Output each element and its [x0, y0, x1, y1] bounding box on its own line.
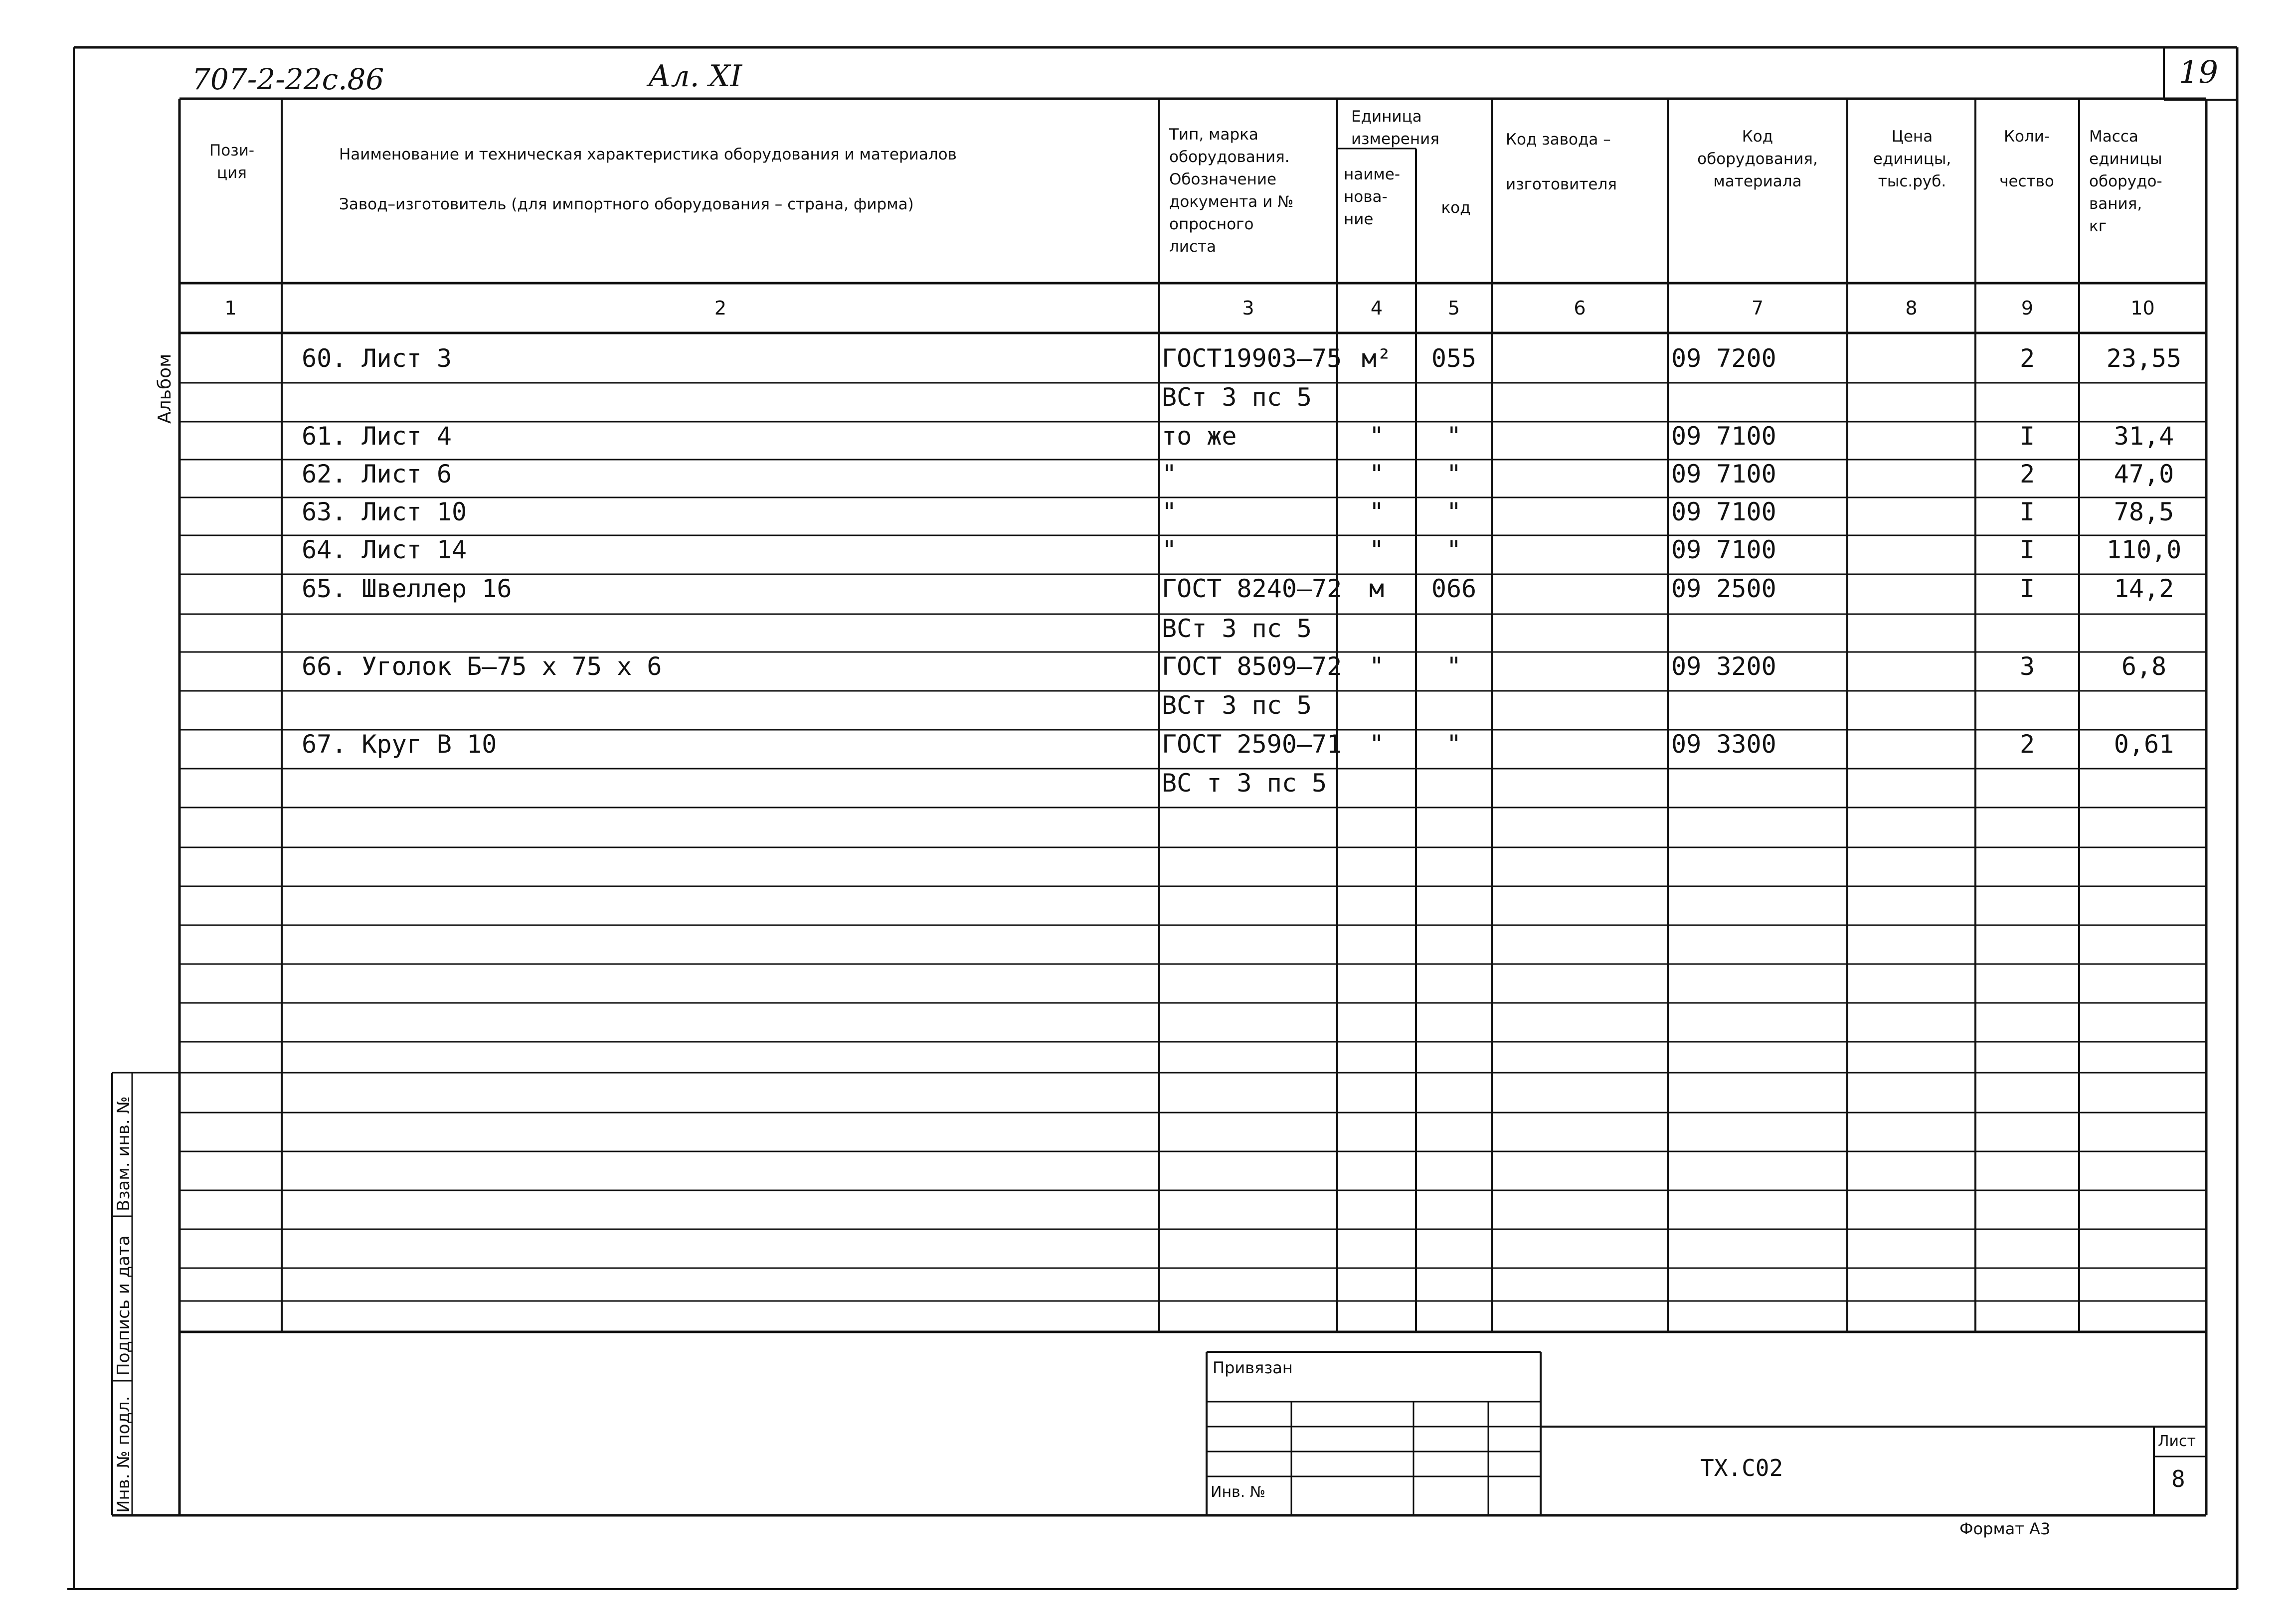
cell-type: "	[1162, 460, 1177, 488]
cell-qty: 2	[2019, 730, 2035, 759]
column-number: 6	[1574, 297, 1586, 319]
header-name-line2: Завод–изготовитель (для импортного оборудования – страна, фирма)	[339, 195, 914, 213]
cell-code: 09 7100	[1671, 497, 1776, 526]
cell-type: ВСт 3 пс 5	[1162, 614, 1312, 643]
cell-mass: 47,0	[2114, 460, 2174, 488]
cell-ucode: "	[1446, 652, 1462, 681]
cell-ucode: "	[1446, 535, 1462, 564]
cell-mass: 31,4	[2114, 422, 2174, 451]
cell-code: 09 3200	[1671, 652, 1776, 681]
header-name-line1: Наименование и техническая характеристика оборудования и материалов	[339, 146, 957, 163]
cell-qty: 2	[2019, 344, 2035, 373]
cell-name: 61. Лист 4	[302, 422, 452, 451]
stamp-sheet-number: 8	[2171, 1465, 2185, 1492]
stamp-inv-label: Инв. №	[1211, 1483, 1266, 1501]
cell-code: 09 2500	[1671, 574, 1776, 603]
cell-name: 64. Лист 14	[302, 535, 467, 564]
column-number: 2	[714, 297, 727, 319]
cell-qty: I	[2019, 497, 2035, 526]
cell-type: ВСт 3 пс 5	[1162, 691, 1312, 720]
cell-type: "	[1162, 535, 1177, 564]
header-position: Пози- ция	[209, 142, 255, 182]
cell-ucode: "	[1446, 730, 1462, 759]
album-number: Ал. XI	[648, 59, 742, 94]
cell-qty: I	[2019, 535, 2035, 564]
document-code: 707-2-22с.86	[192, 62, 384, 96]
album-side-label: Альбом	[155, 353, 175, 424]
header-unit-group: Единица измерения	[1351, 108, 1439, 148]
stamp-doc-code: ТХ.С02	[1700, 1455, 1783, 1481]
cell-qty: 2	[2019, 460, 2035, 488]
header-manufacturer-code: Код завода – изготовителя	[1506, 131, 1617, 193]
cell-code: 09 7200	[1671, 344, 1776, 373]
cell-name: 63. Лист 10	[302, 497, 467, 526]
cell-code: 09 7100	[1671, 422, 1776, 451]
margin-signature-label: Подпись и дата	[114, 1235, 134, 1376]
cell-unit: "	[1369, 460, 1385, 488]
column-number: 5	[1447, 297, 1460, 319]
header-price: Цена единицы, тыс.руб.	[1873, 128, 1951, 190]
stamp-privyazan: Привязан	[1213, 1358, 1293, 1377]
cell-name: 60. Лист 3	[302, 344, 452, 373]
page-number: 19	[2179, 54, 2218, 90]
cell-mass: 110,0	[2106, 535, 2182, 564]
cell-type: ВС т 3 пс 5	[1162, 769, 1327, 798]
column-number: 8	[1905, 297, 1918, 319]
cell-mass: 14,2	[2114, 574, 2174, 603]
column-number: 3	[1242, 297, 1254, 319]
cell-name: 67. Круг В 10	[302, 730, 497, 759]
column-number: 4	[1370, 297, 1383, 319]
header-unit-name: наиме- нова- ние	[1344, 165, 1401, 228]
header-mass: Масса единицы оборудо- вания, кг	[2089, 128, 2162, 235]
cell-mass: 0,61	[2114, 730, 2174, 759]
header-unit-code: код	[1441, 199, 1471, 217]
cell-ucode: "	[1446, 460, 1462, 488]
cell-unit: "	[1369, 730, 1385, 759]
cell-ucode: 055	[1431, 344, 1477, 373]
header-equipment-code: Код оборудования, материала	[1697, 128, 1818, 190]
header-quantity: Коли- чество	[1999, 128, 2054, 190]
cell-type: "	[1162, 497, 1177, 526]
cell-qty: I	[2019, 422, 2035, 451]
cell-name: 62. Лист 6	[302, 460, 452, 488]
cell-unit: "	[1369, 497, 1385, 526]
cell-code: 09 7100	[1671, 535, 1776, 564]
cell-code: 09 7100	[1671, 460, 1776, 488]
cell-type: ВСт 3 пс 5	[1162, 383, 1312, 412]
stamp-sheet-label: Лист	[2158, 1433, 2196, 1450]
format-label: Формат А3	[1959, 1519, 2051, 1538]
column-number: 1	[224, 297, 237, 319]
cell-ucode: "	[1446, 422, 1462, 451]
cell-qty: I	[2019, 574, 2035, 603]
cell-qty: 3	[2019, 652, 2035, 681]
cell-type: то же	[1162, 422, 1237, 451]
cell-unit: "	[1369, 652, 1385, 681]
cell-code: 09 3300	[1671, 730, 1776, 759]
cell-ucode: 066	[1431, 574, 1477, 603]
column-number: 10	[2130, 297, 2155, 319]
column-number: 9	[2021, 297, 2034, 319]
cell-name: 65. Швеллер 16	[302, 574, 512, 603]
cell-unit: м	[1369, 574, 1385, 603]
cell-type: ГОСТ 8240–72	[1162, 574, 1342, 603]
margin-vzam-label: Взам. инв. №	[114, 1096, 134, 1211]
cell-mass: 23,55	[2106, 344, 2182, 373]
header-type: Тип, марка оборудования. Обозначение документа и № опросного листа	[1169, 126, 1294, 256]
margin-inv-label: Инв. № подл.	[114, 1396, 134, 1513]
cell-unit: "	[1369, 535, 1385, 564]
cell-type: ГОСТ19903–75	[1162, 344, 1342, 373]
column-number: 7	[1751, 297, 1764, 319]
cell-mass: 6,8	[2121, 652, 2167, 681]
cell-name: 66. Уголок Б–75 х 75 х 6	[302, 652, 662, 681]
cell-type: ГОСТ 8509–72	[1162, 652, 1342, 681]
cell-unit: "	[1369, 422, 1385, 451]
cell-ucode: "	[1446, 497, 1462, 526]
cell-unit: м²	[1361, 344, 1392, 373]
cell-type: ГОСТ 2590–71	[1162, 730, 1342, 759]
cell-mass: 78,5	[2114, 497, 2174, 526]
